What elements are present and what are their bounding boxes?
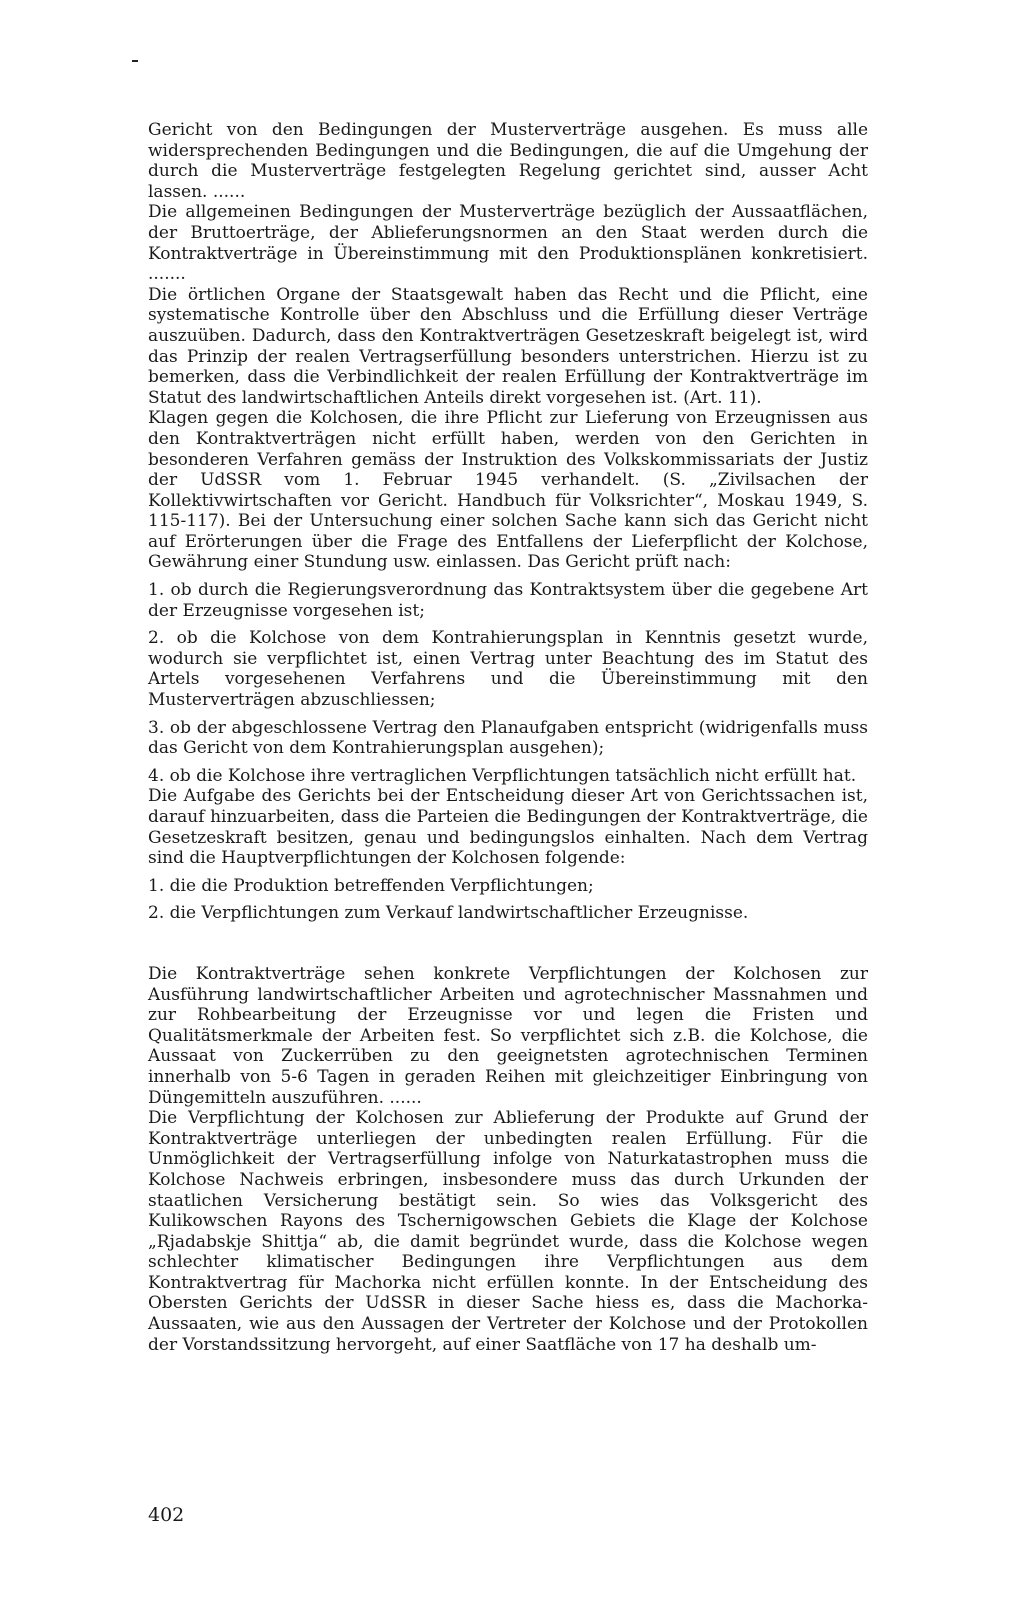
page-number: 402 bbox=[148, 1504, 185, 1526]
list-item: 3. ob der abgeschlossene Vertrag den Planaufgaben entspricht (widrigenfalls muss das Gericht von dem Kontrahierungsplan ausgehen); bbox=[148, 717, 868, 759]
list-item: 4. ob die Kolchose ihre vertraglichen Verpflichtungen tatsächlich nicht erfüllt hat. bbox=[148, 765, 857, 786]
list-item: 1. ob durch die Regierungsverordnung das Kontraktsystem über die gegebene Art der Erzeugnisse vorgesehen ist; bbox=[148, 580, 868, 621]
paragraph: Die örtlichen Organe der Staatsgewalt haben das Recht und die Pflicht, eine systematische Kontrolle über den Abschluss und die Erfüllung dieser Verträge auszuüben. Dadurch, dass den Kontraktverträgen Gesetzeskraft beigelegt ist, wird das Prinzip der realen Vertragserfüllung besonders unterstrichen. Hierzu ist zu bemerken, dass die Verbindlichkeit der realen Erfüllung der Kontraktverträge im Statut des landwirtschaftlichen Anteils direkt vorgesehen ist. (Art. 11). bbox=[148, 284, 868, 408]
paragraph: Gericht von den Bedingungen der Musterverträge ausgehen. Es muss alle widersprechenden Bedingungen und die Bedingungen, die auf die Umgehung der durch die Musterverträge festgelegten Regelung gerichtet sind, ausser Acht lassen. ...... bbox=[148, 120, 868, 202]
list-item: 2. ob die Kolchose von dem Kontrahierungsplan in Kenntnis gesetzt wurde, wodurch sie verpflichtet ist, einen Vertrag unter Beachtung des im Statut des Artels vorgesehenen Verfahrens und die Übereinstimmung mit den Musterverträgen abzuschliessen; bbox=[148, 628, 868, 711]
paragraph: Die Verpflichtung der Kolchosen zur Ablieferung der Produkte auf Grund der Kontraktverträge unterliegen der unbedingten realen Erfüllung. Für die Unmöglichkeit der Vertragserfüllung infolge von Naturkatastrophen muss die Kolchose Nachweis erbringen, insbesondere muss das durch Urkunden der staatlichen Versicherung bestätigt sein. So wies das Volksgericht des Kulikowschen Rayons des Tschernigowschen Gebiets die Klage der Kolchose „Rjadabskje Shittja“ ab, die damit begründet wurde, dass die Kolchose wegen schlechter klimatischer Bedingungen ihre Verpflichtungen aus dem Kontraktvertrag für Machorka nicht erfüllen konnte. In der Entscheidung des Obersten Gerichts der UdSSR in dieser Sache hiess es, dass die Machorka-Aussaaten, wie aus den Aussagen der Vertreter der Kolchose und der Protokollen der Vorstandssitzung hervorgeht, auf einer Saatfläche von 17 ha deshalb um- bbox=[148, 1108, 868, 1355]
paragraph: Die Kontraktverträge sehen konkrete Verpflichtungen der Kolchosen zur Ausführung landwirtschaftlicher Arbeiten und agrotechnischer Massnahmen und zur Rohbearbeitung der Erzeugnisse vor und legen die Fristen und Qualitätsmerkmale der Arbeiten fest. So verpflichtet sich z.B. die Kolchose, die Aussaat von Zuckerrüben zu den geeignetsten agrotechnischen Terminen innerhalb von 5-6 Tagen in geraden Reihen mit gleichzeitiger Einbringung von Düngemitteln auszuführen. ...... bbox=[148, 963, 868, 1108]
paragraph: Die allgemeinen Bedingungen der Musterverträge bezüglich der Aussaatflächen, der Bruttoerträge, der Ablieferungsnormen an den Staat werden durch die Kontraktverträge in Übereinstimmung mit den Produktionsplänen konkretisiert. ....... bbox=[148, 202, 868, 285]
list-item: 2. die Verpflichtungen zum Verkauf landwirtschaftlicher Erzeugnisse. bbox=[148, 903, 749, 924]
paragraph: Klagen gegen die Kolchosen, die ihre Pflicht zur Lieferung von Erzeugnissen aus den Kontraktverträgen nicht erfüllt haben, werden von den Gerichten in besonderen Verfahren gemäss der Instruktion des Volkskommissariats der Justiz der UdSSR vom 1. Februar 1945 verhandelt. (S. „Zivilsachen der Kollektivwirtschaften vor Gericht. Handbuch für Volksrichter“, Moskau 1949, S. 115-117). Bei der Untersuchung einer solchen Sache kann sich das Gericht nicht auf Erörterungen über die Frage des Entfallens der Lieferpflicht der Kolchose, Gewährung einer Stundung usw. einlassen. Das Gericht prüft nach: bbox=[148, 408, 868, 573]
paragraph: Die Aufgabe des Gerichts bei der Entscheidung dieser Art von Gerichtssachen ist, darauf hinzuarbeiten, dass die Parteien die Bedingungen der Kontraktverträge, die Gesetzeskraft besitzen, genau und bedingungslos einhalten. Nach dem Vertrag sind die Hauptverpflichtungen der Kolchosen folgende: bbox=[148, 786, 868, 869]
page-body bbox=[148, 120, 868, 1355]
list-item: 1. die die Produktion betreffenden Verpflichtungen; bbox=[148, 875, 594, 896]
margin-mark bbox=[132, 60, 138, 62]
